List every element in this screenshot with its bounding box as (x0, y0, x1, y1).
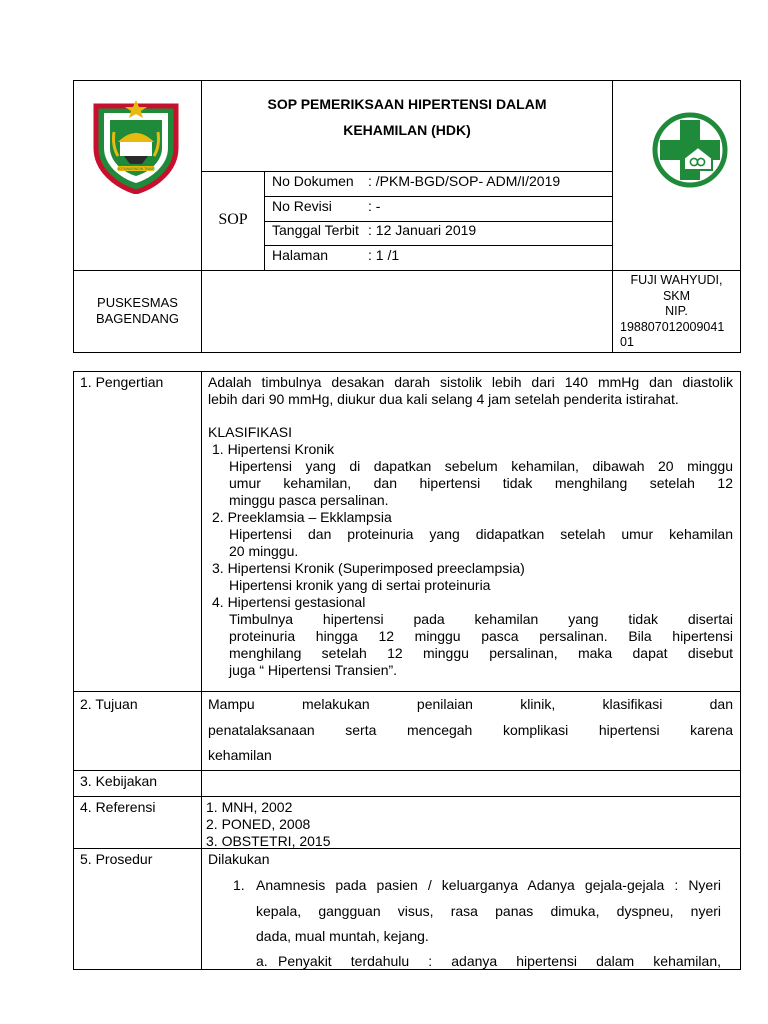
tujuan-line1: Mampu melakukan penilaian klinik, klasifikasi dan (208, 696, 733, 712)
signer-name-line2: SKM (662, 289, 691, 303)
klasifikasi-item-1-title: 1. Hipertensi Kronik (212, 441, 335, 457)
klasifikasi-item-1-line2: umur kehamilan, dan hipertensi tidak menghilang setelah 12 (229, 475, 733, 491)
section-label-pengertian: 1. Pengertian (80, 374, 164, 390)
org-name-line1: PUSKESMAS (97, 295, 178, 310)
revision-label: No Revisi (272, 198, 332, 214)
klasifikasi-item-4-line2: proteinuria hingga 12 minggu pasca persalinan. Bila hipertensi (229, 628, 733, 644)
regional-emblem-text: KOTAWARINGIN TIMUR (117, 167, 155, 171)
klasifikasi-item-2-title: 2. Preeklamsia – Ekklampsia (212, 509, 392, 525)
prosedur-step-1-number: 1. (233, 877, 245, 893)
referensi-item-2: 2. PONED, 2008 (206, 816, 311, 832)
tujuan-line2: penatalaksanaan serta mencegah komplikasi hipertensi karena (208, 722, 733, 738)
revision-value: : - (368, 198, 381, 214)
referensi-item-1: 1. MNH, 2002 (206, 799, 293, 815)
klasifikasi-item-1-line3: minggu pasca persalinan. (229, 492, 389, 508)
prosedur-step-1-line2: kepala, gangguan visus, rasa panas dimuka, dyspneu, nyeri (256, 903, 721, 919)
klasifikasi-title: KLASIFIKASI (208, 424, 293, 440)
prosedur-step-1a-line1: Penyakit terdahulu : adanya hipertensi dalam kehamilan, (278, 953, 721, 969)
signer-name-line1: FUJI WAHYUDI, (630, 273, 723, 287)
klasifikasi-item-4-line3: menghilang setelah 12 minggu persalinan, maka dapat disebut (229, 645, 733, 661)
klasifikasi-item-2-line1: Hipertensi dan proteinuria yang didapatkan setelah umur kehamilan (229, 526, 733, 542)
signer-nip-line2: 01 (620, 335, 634, 349)
tujuan-line3: kehamilan (208, 747, 272, 763)
klasifikasi-item-4-line4: juga “ Hipertensi Transien”. (229, 662, 398, 678)
referensi-item-3: 3. OBSTETRI, 2015 (206, 833, 331, 849)
klasifikasi-item-3-title: 3. Hipertensi Kronik (Superimposed preeclampsia) (212, 560, 525, 576)
org-name-line2: BAGENDANG (95, 311, 180, 326)
page-value: : 1 /1 (368, 247, 400, 263)
section-label-kebijakan: 3. Kebijakan (80, 773, 158, 789)
signer-nip-label: NIP. (665, 304, 688, 318)
prosedur-step-1-line1: Anamnesis pada pasien / keluarganya Adanya gejala-gejala : Nyeri (256, 877, 721, 893)
signer-nip-line1: 198807012009041 (620, 320, 725, 334)
issue-date-label: Tanggal Terbit (272, 222, 359, 238)
prosedur-step-1-line3: dada, mual muntah, kejang. (256, 928, 429, 944)
klasifikasi-item-4-title: 4. Hipertensi gestasional (212, 594, 366, 610)
klasifikasi-item-4-line1: Timbulnya hipertensi pada kehamilan yang tidak disertai (229, 611, 733, 627)
klasifikasi-item-1-line1: Hipertensi yang di dapatkan sebelum kehamilan, dibawah 20 minggu (229, 458, 733, 474)
prosedur-intro: Dilakukan (208, 851, 270, 867)
prosedur-step-1a-letter: a. (256, 953, 268, 969)
regional-emblem-logo (90, 98, 182, 194)
puskesmas-logo (648, 108, 732, 192)
klasifikasi-item-2-line2: 20 minggu. (229, 543, 299, 559)
doc-number-label: No Dokumen (272, 173, 354, 189)
sop-title-line1: SOP PEMERIKSAAN HIPERTENSI DALAM (267, 96, 547, 112)
klasifikasi-item-3-line1: Hipertensi kronik yang di sertai proteinuria (229, 577, 491, 593)
pengertian-def-line2: lebih dari 90 mmHg, diukur dua kali selang 4 jam setelah penderita istirahat. (208, 391, 679, 407)
doc-number-value: : /PKM-BGD/SOP- ADM/I/2019 (368, 173, 561, 189)
sop-title-line2: KEHAMILAN (HDK) (343, 122, 471, 138)
section-label-tujuan: 2. Tujuan (80, 696, 138, 712)
pengertian-def-line1: Adalah timbulnya desakan darah sistolik lebih dari 140 mmHg dan diastolik (208, 374, 733, 390)
issue-date-value: : 12 Januari 2019 (368, 222, 477, 238)
section-label-referensi: 4. Referensi (80, 799, 156, 815)
page-label: Halaman (272, 247, 329, 263)
sop-label: SOP (218, 211, 248, 228)
section-label-prosedur: 5. Prosedur (80, 851, 153, 867)
